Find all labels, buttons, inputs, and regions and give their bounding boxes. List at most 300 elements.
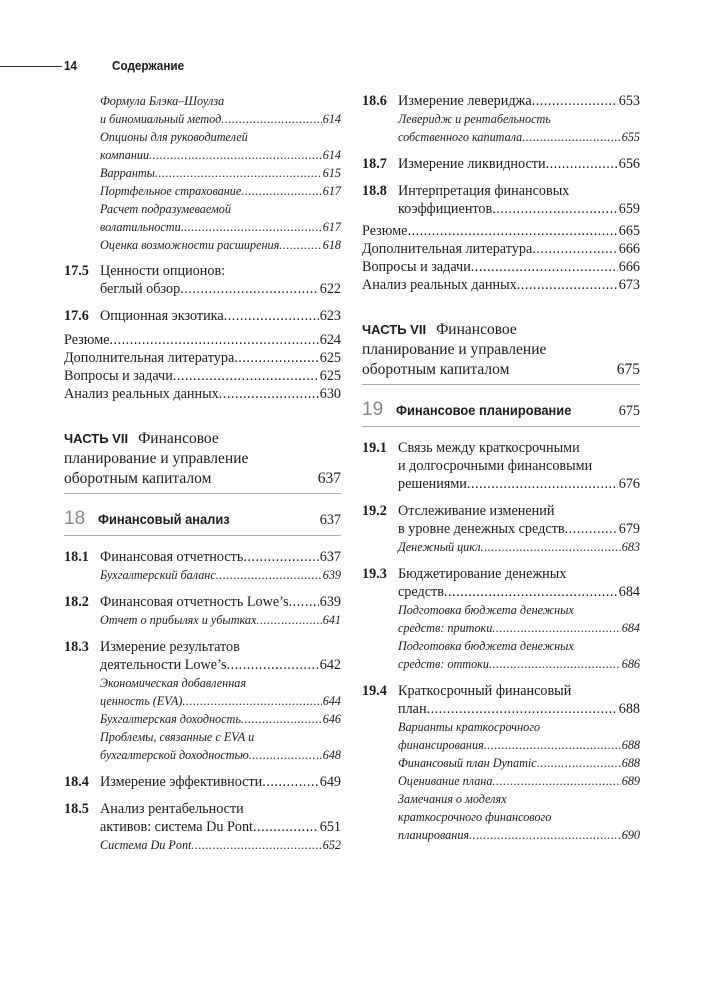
subsection-text: Леверидж и рентабельность (398, 112, 551, 126)
dot-leader (522, 128, 620, 146)
dot-leader (489, 655, 621, 673)
subsection-text: Варианты краткосрочного (398, 720, 541, 734)
subsection-text: Замечания о моделях (398, 792, 507, 806)
section-number: 18.2 (64, 594, 89, 610)
subsection-line (398, 110, 640, 128)
section-number: 17.6 (64, 308, 89, 324)
subsection-entry (398, 718, 640, 754)
page-ref: 639 (319, 594, 341, 610)
chapter-block (64, 508, 341, 536)
backmatter-label: Дополнительная литература (362, 241, 533, 257)
backmatter-label: Вопросы и задачи (362, 259, 471, 275)
section-entry (362, 682, 640, 718)
page-ref: 639 (322, 568, 341, 582)
section-line (100, 818, 341, 836)
section-number: 18.4 (64, 774, 89, 790)
section-text: Связь между краткосрочными (398, 440, 580, 456)
section-line (100, 593, 341, 611)
subsection-text: Варранты (100, 166, 155, 180)
left-column (64, 92, 341, 854)
dot-leader (492, 772, 620, 790)
subsection-line (100, 236, 341, 254)
subsection-line (398, 718, 640, 736)
subsection-text: Бухгалтерский баланс (100, 568, 216, 582)
right-backmatter (362, 222, 640, 294)
section-text: Измерение левериджа (398, 93, 532, 109)
section-text: Опционная экзотика (100, 308, 224, 324)
dot-leader (492, 200, 617, 218)
subsection-text: Отчет о прибылях и убытках (100, 613, 257, 627)
dot-leader (532, 240, 617, 258)
backmatter-item (362, 240, 640, 258)
dot-leader (216, 566, 322, 584)
section-line (100, 656, 341, 674)
dot-leader (181, 218, 322, 236)
section-line (398, 457, 640, 475)
dot-leader (407, 222, 617, 240)
page-ref: 624 (319, 332, 341, 348)
page-ref: 665 (618, 223, 640, 239)
subsection-text: собственного капитала (398, 130, 523, 144)
subsection-entry (100, 182, 341, 200)
backmatter-item (362, 222, 640, 240)
dot-leader (224, 307, 319, 325)
section-text: коэффициентов (398, 201, 493, 217)
section-line (398, 182, 640, 200)
page-ref: 683 (621, 540, 640, 554)
page-ref: 679 (618, 521, 640, 537)
page-ref: 690 (621, 828, 640, 842)
chapter-number: 19 (362, 399, 384, 420)
section-text: Финансовая отчетность Lowe’s (100, 594, 289, 610)
subsection-text: Оценивание плана (398, 774, 493, 788)
subsection-entry (100, 836, 341, 854)
page-ref: 655 (621, 130, 640, 144)
dot-leader (219, 385, 319, 403)
backmatter-item (64, 385, 341, 403)
subsection-entry (100, 566, 341, 584)
page-ref: 637 (317, 470, 341, 487)
section-17-6 (64, 307, 341, 325)
dot-leader (517, 276, 618, 294)
subsection-text: бухгалтерской доходностью (100, 748, 249, 762)
page-ref: 614 (322, 112, 341, 126)
page-ref: 686 (621, 657, 640, 671)
section-body (398, 155, 640, 173)
dot-leader (149, 146, 322, 164)
dot-leader (532, 92, 618, 110)
backmatter-item (64, 367, 341, 385)
subsection-line (398, 808, 640, 826)
subsection-text: средств: оттоки (398, 657, 489, 671)
page-ref: 622 (319, 281, 341, 297)
part-label: ЧАСТЬ VII (362, 322, 427, 337)
page-title: Содержание (112, 58, 185, 73)
page-ref: 623 (319, 308, 341, 324)
section-entry (362, 155, 640, 173)
page-number: 14 (64, 58, 78, 73)
subsection-text: финансирования (398, 738, 484, 752)
page-ref: 617 (322, 220, 341, 234)
section-entry (362, 502, 640, 538)
subsection-text: Экономическая добавленная (100, 676, 247, 690)
chapter-18-sections-continued (362, 92, 640, 218)
dot-leader (241, 710, 322, 728)
subsection-line (398, 619, 640, 637)
section-line (100, 638, 341, 656)
section-line (100, 280, 341, 298)
dot-leader (444, 583, 618, 601)
subsection-text: Система Du Pont (100, 838, 192, 852)
dot-leader (155, 164, 322, 182)
chapter-heading (64, 508, 341, 536)
subsection-entry (100, 674, 341, 710)
dot-leader (537, 754, 621, 772)
section-number: 17.5 (64, 263, 89, 279)
section-text: план (398, 701, 427, 717)
section-line (100, 262, 341, 280)
subsection-line (100, 128, 341, 146)
section-body (100, 800, 341, 836)
dot-leader (481, 538, 621, 556)
subsection-entry (398, 754, 640, 772)
section-17-5 (64, 262, 341, 298)
subsection-line (100, 146, 341, 164)
section-line (398, 565, 640, 583)
backmatter-item (64, 349, 341, 367)
section-number: 19.1 (362, 440, 387, 456)
page-ref: 666 (618, 259, 640, 275)
dot-leader (234, 349, 318, 367)
page-ref: 656 (618, 156, 640, 172)
page-ref: 644 (322, 694, 341, 708)
section-text: беглый обзор (100, 281, 181, 297)
subsection-entry (100, 128, 341, 164)
page-ref: 646 (322, 712, 341, 726)
section-entry (362, 439, 640, 493)
page-ref: 675 (616, 361, 640, 378)
dot-leader (289, 593, 319, 611)
section-body (398, 565, 640, 601)
subsection-line (100, 164, 341, 182)
chapter-block (362, 399, 640, 427)
subsection-line (100, 611, 341, 629)
chapter-title: Финансовый анализ (98, 511, 230, 527)
section-line (398, 155, 640, 173)
subsection-text: компании (100, 148, 150, 162)
part-title: оборотным капиталом (362, 361, 510, 378)
backmatter-item (362, 276, 640, 294)
subsection-entry (100, 92, 341, 128)
section-entry (64, 262, 341, 298)
right-column (362, 92, 640, 844)
part-line (64, 469, 341, 489)
dot-leader (182, 692, 321, 710)
subsection-line (398, 128, 640, 146)
page-ref: 675 (618, 403, 640, 419)
chapter-number: 18 (64, 508, 86, 529)
section-text: Анализ рентабельности (100, 801, 244, 817)
page-ref: 641 (322, 613, 341, 627)
subsection-line (100, 218, 341, 236)
section-text: Краткосрочный финансовый (398, 683, 572, 699)
subsection-text: краткосрочного финансового (398, 810, 552, 824)
part-title: планирование и управление (64, 450, 249, 467)
section-text: активов: система Du Pont (100, 819, 253, 835)
page-ref: 642 (319, 657, 341, 673)
chapter-title: Финансовое планирование (396, 402, 572, 418)
subsection-text: и биномиальный метод (100, 112, 222, 126)
section-body (100, 593, 341, 611)
section-text: средств (398, 584, 444, 600)
dot-leader (565, 520, 618, 538)
section-body (398, 502, 640, 538)
section-body (100, 307, 341, 325)
section-line (398, 92, 640, 110)
page-ref: 666 (618, 241, 640, 257)
dot-leader (279, 236, 321, 254)
section-line (398, 583, 640, 601)
part-title: оборотным капиталом (64, 470, 212, 487)
page-ref: 688 (621, 738, 640, 752)
section-body (100, 773, 341, 791)
page-ref: 649 (319, 774, 341, 790)
dot-leader (227, 656, 319, 674)
section-number: 18.1 (64, 549, 89, 565)
dot-leader (256, 611, 321, 629)
section-body (100, 262, 341, 298)
backmatter-label: Резюме (64, 332, 110, 348)
section-text: Измерение эффективности (100, 774, 263, 790)
part-heading (362, 320, 640, 385)
part-title: Финансовое (138, 430, 219, 447)
dot-leader (427, 700, 618, 718)
section-number: 18.7 (362, 156, 387, 172)
dot-leader (173, 367, 319, 385)
subsection-line (398, 754, 640, 772)
subsection-text: Расчет подразумеваемой (100, 202, 231, 216)
chapter-heading (362, 399, 640, 427)
page-ref: 625 (319, 350, 341, 366)
subsection-line (100, 674, 341, 692)
subsection-line (398, 655, 640, 673)
section-entry (362, 92, 640, 110)
subsection-text: ценность (EVA) (100, 694, 183, 708)
subsection-entry (398, 110, 640, 146)
subsection-text: Подготовка бюджета денежных (398, 603, 574, 617)
subsection-line (398, 826, 640, 844)
part-block (362, 320, 640, 385)
subsection-entry (398, 637, 640, 673)
section-line (398, 475, 640, 493)
page-ref: 688 (621, 756, 640, 770)
section-number: 18.3 (64, 639, 89, 655)
section-number: 19.3 (362, 566, 387, 582)
dot-leader (471, 258, 618, 276)
dot-leader (191, 836, 321, 854)
page-ref: 684 (618, 584, 640, 600)
dot-leader (492, 619, 620, 637)
page-ref: 625 (319, 368, 341, 384)
section-text: Измерение ликвидности (398, 156, 546, 172)
subsection-entry (100, 164, 341, 182)
section-text: Измерение результатов (100, 639, 240, 655)
subsection-text: Оценка возможности расширения (100, 238, 280, 252)
subsection-line (100, 182, 341, 200)
page-ref: 673 (618, 277, 640, 293)
subsection-text: Денежный цикл (398, 540, 481, 554)
subsection-entry (100, 236, 341, 254)
part-label: ЧАСТЬ VII (64, 431, 129, 446)
chapter-19-sections (362, 439, 640, 844)
section-number: 19.2 (362, 503, 387, 519)
page-ref: 688 (618, 701, 640, 717)
section-line (398, 700, 640, 718)
section-entry (64, 800, 341, 836)
section-text: Бюджетирование денежных (398, 566, 567, 582)
section-line (398, 682, 640, 700)
page-ref: 651 (319, 819, 341, 835)
subsection-line (100, 692, 341, 710)
header-rule (0, 66, 62, 67)
section-body (100, 548, 341, 566)
section-line (100, 773, 341, 791)
subsection-line (100, 836, 341, 854)
dot-leader (484, 736, 621, 754)
section-line (100, 307, 341, 325)
subsection-text: Формула Блэка–Шоулза (100, 94, 225, 108)
left-top-subsections (64, 92, 341, 254)
page-ref: 684 (621, 621, 640, 635)
subsection-text: средств: притоки (398, 621, 493, 635)
subsection-line (398, 772, 640, 790)
subsection-line (398, 538, 640, 556)
backmatter-label: Дополнительная литература (64, 350, 235, 366)
section-body (398, 182, 640, 218)
subsection-line (398, 790, 640, 808)
section-number: 18.6 (362, 93, 387, 109)
section-text: Финансовая отчетность (100, 549, 244, 565)
backmatter-item (64, 331, 341, 349)
subsection-line (100, 200, 341, 218)
section-number: 18.8 (362, 183, 387, 199)
page-ref: 637 (319, 549, 341, 565)
backmatter-label: Вопросы и задачи (64, 368, 173, 384)
backmatter-label: Резюме (362, 223, 408, 239)
subsection-text: Бухгалтерская доходность (100, 712, 241, 726)
section-number: 19.4 (362, 683, 387, 699)
section-text: Интерпретация финансовых (398, 183, 570, 199)
page-ref: 648 (322, 748, 341, 762)
page-ref: 614 (322, 148, 341, 162)
section-entry (64, 638, 341, 674)
subsection-text: Портфельное страхование (100, 184, 242, 198)
page-ref: 676 (618, 476, 640, 492)
page-ref: 652 (322, 838, 341, 852)
page-ref: 615 (322, 166, 341, 180)
section-entry (64, 307, 341, 325)
page-ref: 637 (319, 512, 341, 528)
section-body (100, 638, 341, 674)
dot-leader (253, 818, 319, 836)
dot-leader (469, 826, 621, 844)
part-title: Финансовое (436, 321, 517, 338)
subsection-line (100, 746, 341, 764)
subsection-text: Подготовка бюджета денежных (398, 639, 574, 653)
subsection-entry (398, 538, 640, 556)
dot-leader (467, 475, 618, 493)
section-entry (362, 182, 640, 218)
dot-leader (180, 280, 319, 298)
backmatter-label: Анализ реальных данных (64, 386, 219, 402)
part-heading (64, 429, 341, 494)
subsection-text: волатильности (100, 220, 181, 234)
subsection-entry (100, 611, 341, 629)
subsection-line (100, 728, 341, 746)
section-text: Ценности опционов: (100, 263, 226, 279)
subsection-line (100, 92, 341, 110)
backmatter-item (362, 258, 640, 276)
subsection-line (398, 601, 640, 619)
subsection-entry (100, 710, 341, 728)
section-line (100, 800, 341, 818)
section-body (398, 92, 640, 110)
subsection-entry (398, 601, 640, 637)
part-block (64, 429, 341, 494)
dot-leader (221, 110, 321, 128)
section-entry (64, 548, 341, 566)
section-line (398, 439, 640, 457)
part-line (362, 360, 640, 380)
part-line (64, 429, 341, 449)
section-line (398, 520, 640, 538)
page-ref: 659 (618, 201, 640, 217)
page-ref: 689 (621, 774, 640, 788)
part-title: планирование и управление (362, 341, 547, 358)
section-line (100, 548, 341, 566)
dot-leader (109, 331, 318, 349)
subsection-text: Проблемы, связанные с EVA и (100, 730, 255, 744)
backmatter-label: Анализ реальных данных (362, 277, 517, 293)
section-line (398, 502, 640, 520)
subsection-line (398, 637, 640, 655)
subsection-entry (398, 772, 640, 790)
page-ref: 617 (322, 184, 341, 198)
section-number: 18.5 (64, 801, 89, 817)
page-ref: 630 (319, 386, 341, 402)
subsection-entry (100, 200, 341, 236)
section-entry (64, 593, 341, 611)
section-text: в уровне денежных средств (398, 521, 565, 537)
section-text: и долгосрочными финансовыми (398, 458, 593, 474)
section-entry (362, 565, 640, 601)
subsection-text: Финансовый план Dynamic (398, 756, 537, 770)
subsection-text: планирования (398, 828, 470, 842)
part-line (362, 320, 640, 340)
dot-leader (262, 773, 318, 791)
subsection-entry (100, 728, 341, 764)
page-ref: 618 (322, 238, 341, 252)
subsection-line (398, 736, 640, 754)
left-backmatter (64, 331, 341, 403)
page-ref: 653 (618, 93, 640, 109)
section-entry (64, 773, 341, 791)
chapter-18-sections (64, 548, 341, 854)
dot-leader (546, 155, 618, 173)
subsection-line (100, 566, 341, 584)
subsection-line (100, 710, 341, 728)
section-body (398, 682, 640, 718)
